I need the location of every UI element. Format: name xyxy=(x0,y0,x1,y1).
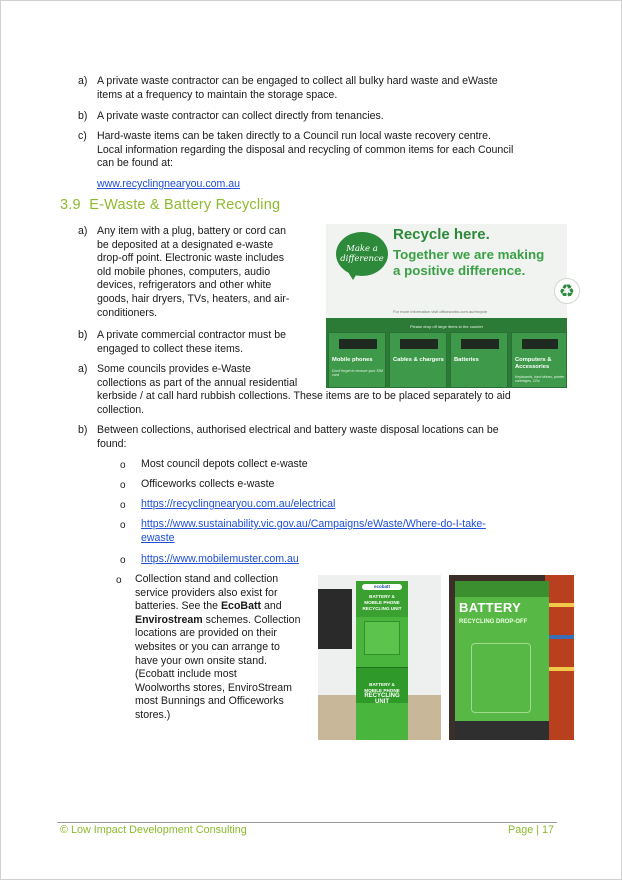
stand-line xyxy=(135,614,315,628)
list-text-line: collections as part of the annual residential xyxy=(97,376,298,389)
list-text-line: Between collections, authorised electrical and battery waste disposal locations can be xyxy=(97,424,499,436)
recycle-here-banner-image xyxy=(326,224,576,388)
banner-more-info: For more information visit officeworks.com.au/recycle xyxy=(393,309,488,314)
ecobatt-name: EcoBatt xyxy=(220,600,262,613)
list-text-line: old mobile phones, computers, audio xyxy=(97,265,271,278)
bin-strip-label: Please drop off large items to the counter xyxy=(409,324,484,329)
bubble-line: difference xyxy=(340,254,384,264)
unit-head-text: BATTERY & xyxy=(369,594,395,599)
list-text-line: A private commercial contractor must be xyxy=(97,329,286,341)
bullet-symbol: o xyxy=(120,500,126,511)
bullet-symbol: o xyxy=(120,555,126,566)
unit-head-text: MOBILE PHONE xyxy=(364,600,400,605)
bin-cables-chargers xyxy=(389,332,447,388)
drum-subtitle: RECYCLING DROP-OFF xyxy=(459,619,528,625)
list-text-line: kerbside / at call hard rubbish collections. These items are to be placed separately to aid xyxy=(97,390,511,402)
recyclingnearyou-electrical-link[interactable]: https://recyclingnearyou.com.au/electrical xyxy=(141,498,336,510)
banner-title: Recycle here. xyxy=(393,226,490,243)
recyclingnearyou-link[interactable]: www.recyclingnearyou.com.au xyxy=(97,178,241,190)
stand-line: most Bunnings and Officeworks xyxy=(135,695,284,708)
envirostream-name: Envirostream xyxy=(135,613,203,626)
unit-box-text: UNIT xyxy=(375,699,389,705)
bin-note: Don't forget to remove your SIM card xyxy=(332,369,383,378)
recycling-unit xyxy=(356,581,408,740)
list-label: a) xyxy=(78,75,88,87)
list-text-line: devices, refrigerators and other white xyxy=(97,279,272,292)
list-text-line: A private waste contractor can collect directly from tenancies. xyxy=(97,110,384,122)
between-item xyxy=(78,424,558,452)
photo-board xyxy=(318,589,352,649)
list-label: a) xyxy=(78,363,88,375)
sustainability-vic-link-cont[interactable]: ewaste xyxy=(141,532,175,544)
banner-subtitle xyxy=(393,247,565,279)
list-label: c) xyxy=(78,130,87,142)
sustainability-vic-link[interactable]: https://www.sustainability.vic.gov.au/Campaigns/eWaste/Where-do-I-take- xyxy=(141,518,486,530)
section-heading xyxy=(60,199,280,213)
bullet-symbol: o xyxy=(120,480,126,491)
battery-outline-icon xyxy=(471,643,531,713)
unit-head-text: RECYCLING UNIT xyxy=(362,606,402,611)
list-text-line: drop-off point. Electronic waste includes xyxy=(97,252,285,265)
bin-computers xyxy=(511,332,567,388)
photo-shelf xyxy=(545,575,574,740)
section-number: 3.9 xyxy=(60,197,81,213)
mobilemuster-link[interactable]: https://www.mobilemuster.com.au xyxy=(141,553,299,565)
unit-box-text: MOBILE PHONE xyxy=(364,688,400,693)
list-text-line: Local information regarding the disposal and recycling of common items for each Council xyxy=(97,143,514,156)
bullet-symbol: o xyxy=(120,460,126,471)
bin-slot xyxy=(400,339,438,349)
bin-label: Mobile phones xyxy=(332,357,373,363)
stand-line: have your own onsite stand. xyxy=(135,654,267,667)
list-text-line: Hard-waste items can be taken directly to a Council run local waste recovery centre. xyxy=(97,130,491,142)
ewaste-item-b xyxy=(78,329,318,357)
collection-stand-text xyxy=(135,573,315,723)
list-text-line: engaged to collect these items. xyxy=(97,342,244,355)
photo-shelf-item xyxy=(549,635,574,639)
list-label: b) xyxy=(78,329,88,341)
make-a-difference-bubble xyxy=(336,232,388,276)
list-text-line: Any item with a plug, battery or cord can xyxy=(97,225,287,237)
stand-text: and xyxy=(261,600,282,613)
bullet-council-depots: Most council depots collect e-waste xyxy=(141,458,308,470)
bin-label: Batteries xyxy=(454,357,479,363)
drum-title: BATTERY xyxy=(459,600,522,615)
bullet-symbol: o xyxy=(120,520,126,531)
stand-text: batteries. See the xyxy=(135,600,221,613)
unit-box-text: RECYCLING xyxy=(364,693,400,699)
drum-base xyxy=(455,721,549,740)
ewaste-item-council xyxy=(78,363,318,391)
unit-panel xyxy=(364,621,400,655)
bin-label: Cables & chargers xyxy=(393,357,444,363)
bin-mobile-phones xyxy=(328,332,386,388)
list-text-line: be deposited at a designated e-waste xyxy=(97,238,274,251)
bin-label: Computers & Accessories xyxy=(515,357,552,370)
stand-line: locations are provided on their xyxy=(135,627,277,640)
list-text-line: items at a frequency to maintain the storage space. xyxy=(97,88,338,101)
list-text-line: conditioners. xyxy=(97,306,158,319)
drum-top xyxy=(455,581,549,597)
stand-line: stores.) xyxy=(135,708,171,721)
banner-subtitle-line: Together we are making xyxy=(393,247,545,262)
ecobatt-unit-photo xyxy=(318,575,441,740)
battery-drum xyxy=(455,581,549,740)
list-text-line: A private waste contractor can be engaged to collect all bulky hard waste and eWaste xyxy=(97,75,498,87)
list-label: b) xyxy=(78,110,88,122)
list-item-b xyxy=(78,110,558,124)
list-text-line: found: xyxy=(97,437,127,450)
footer-divider xyxy=(57,822,557,823)
stand-line: Woolworths stores, EnviroStream xyxy=(135,681,292,694)
stand-text: schemes. Collection xyxy=(202,613,301,626)
bubble-tail xyxy=(348,272,358,280)
list-label: a) xyxy=(78,225,88,237)
stand-line: Collection stand and collection xyxy=(135,573,279,585)
footer-page-number: Page | 17 xyxy=(508,824,555,836)
recycle-icon: ♻ xyxy=(554,278,580,304)
stand-line: service providers also exist for xyxy=(135,586,278,599)
ewaste-item-a xyxy=(78,225,318,321)
bin-slot xyxy=(339,339,377,349)
bin-slot xyxy=(522,339,558,349)
list-text-line: can be found at: xyxy=(97,157,173,170)
stand-line: websites or you can arrange to xyxy=(135,640,280,653)
section-title: E-Waste & Battery Recycling xyxy=(89,197,281,213)
list-item-c xyxy=(78,130,558,172)
battery-dropoff-photo xyxy=(449,575,574,740)
banner-subtitle-line: a positive difference. xyxy=(393,263,526,278)
list-label: b) xyxy=(78,424,88,436)
bin-note: Keyboards, hard drives, printer cartridges, CDs xyxy=(515,375,565,384)
bin-slot xyxy=(461,339,499,349)
ecobatt-logo: ecobatt xyxy=(362,584,402,590)
photo-shelf-item xyxy=(549,667,574,671)
footer-left: © Low Impact Development Consulting xyxy=(60,824,247,836)
unit-box-text: BATTERY & xyxy=(369,682,395,687)
list-text-line: collection. xyxy=(97,403,145,416)
list-item-a xyxy=(78,75,558,103)
unit-box xyxy=(356,667,408,703)
list-text-line: goods, hair dryers, TVs, heaters, and air- xyxy=(97,292,290,305)
bin-batteries xyxy=(450,332,508,388)
council-continuation xyxy=(97,390,557,417)
bullet-symbol: o xyxy=(116,575,122,586)
stand-line: (Ecobatt include most xyxy=(135,668,237,681)
bullet-officeworks: Officeworks collects e-waste xyxy=(141,478,275,490)
stand-line xyxy=(135,600,315,614)
photo-shelf-item xyxy=(549,603,574,607)
bubble-line: Make a xyxy=(346,244,378,254)
list-text-line: Some councils provides e-Waste xyxy=(97,363,251,375)
